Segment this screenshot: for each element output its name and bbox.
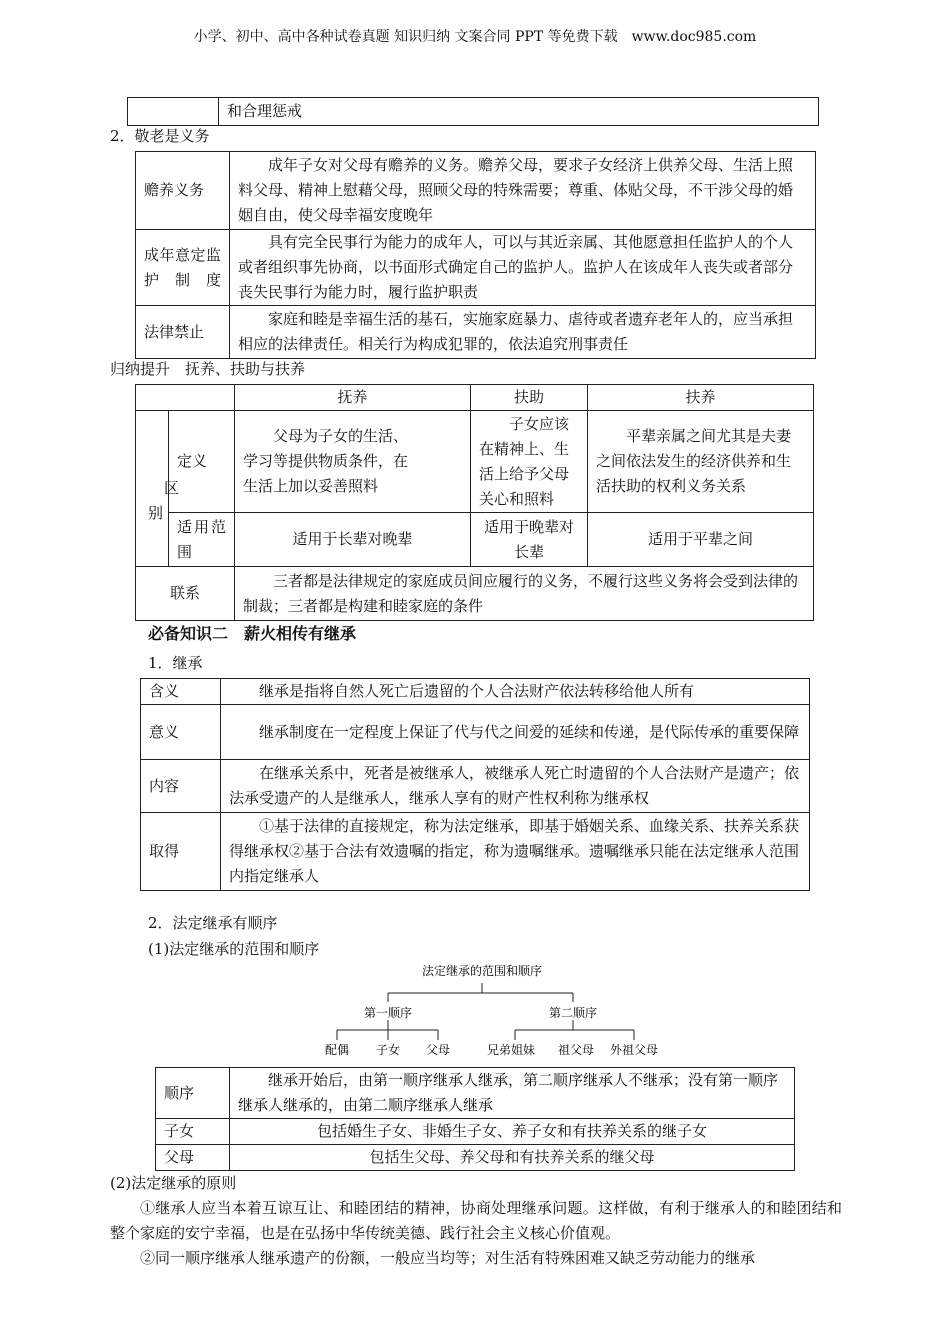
principles-text: ①继承人应当本着互谅互让、和睦团结的精神，协商处理继承问题。这样做，有利于继承人的和睦团结和整个家庭的安宁幸福，也是在弘扬中华传统美德、践行社会主义核心价值观。 ②同一顺序继承人继承遗产的份额，一般应当均等；对生活有特殊困难又缺乏劳动能力的继承 xyxy=(110,1199,842,1267)
knowledge-heading: 必备知识二 薪火相传有继承 xyxy=(148,624,357,643)
summary-heading: 归纳提升 抚养、扶助与扶养 xyxy=(110,360,306,378)
svg-text:子女: 子女 xyxy=(375,1043,401,1057)
table-inheritance: 含义 继承是指将自然人死亡后遗留的个人合法财产依法转移给他人所有 意义 继承制度在一定程度上保证了代与代之间爱的延续和传递，是代际传承的重要保障 内容 在继承关系中，死者是被继承人，被继承人死亡时遗留的个人合法财产是遗产；依法承受遗产的人是继承人，继承人享有的财产性权利称为继承权 取得 ①基于法律的直接规定，称为法定继承，即基于婚姻关系、血缘关系、扶养关系获得继承权②基于合法有效遗嘱的指定，称为遗嘱继承。遗嘱继承只能在法定继承人范围内指定继承人 xyxy=(140,678,810,891)
svg-text:祖父母: 祖父母 xyxy=(557,1043,595,1057)
svg-text:父母: 父母 xyxy=(425,1043,451,1057)
table-elder-duty: 赡养义务 成年子女对父母有赡养的义务。赡养父母，要求子女经济上供养父母、生活上照料父母、精神上慰藉父母，照顾父母的特殊需要；尊重、体贴父母，不干涉父母的婚姻自由，使父母幸福安度晚年 成年意定监护制度 具有完全民事行为能力的成年人，可以与其近亲属、其他愿意担任监护人的个人或者组织事先协商，以书面形式确定自己的监护人。监护人在该成年人丧失或者部分丧失民事行为能力时，履行监护职责 法律禁止 家庭和睦是幸福生活的基石，实施家庭暴力、虐待或者遗弃老年人的，应当承担相应的法律责任。相关行为构成犯罪的，依法追究刑事责任 xyxy=(135,151,816,359)
cell: 和合理惩戒 xyxy=(219,98,819,126)
svg-text:配偶: 配偶 xyxy=(324,1043,350,1057)
subsection-heading: (2)法定继承的原则 xyxy=(110,1174,237,1192)
svg-text:兄弟姐妹: 兄弟姐妹 xyxy=(486,1043,536,1057)
table-order: 顺序 继承开始后，由第一顺序继承人继承，第二顺序继承人不继承；没有第一顺序继承人继承的，由第二顺序继承人继承 子女 包括婚生子女、非婚生子女、养子女和有扶养关系的继子女 父母 包括生父母、养父母和有扶养关系的继父母 xyxy=(155,1067,795,1171)
subsection-heading: (1)法定继承的范围和顺序 xyxy=(148,940,320,958)
svg-text:外祖父母: 外祖父母 xyxy=(609,1043,659,1057)
page-header: 小学、初中、高中各种试卷真题 知识归纳 文案合同 PPT 等免费下载 www.doc985.com xyxy=(193,29,757,45)
diagram-first-order: 第一顺序 xyxy=(363,1006,413,1020)
section-heading: 1．继承 xyxy=(148,654,203,672)
inheritance-order-diagram xyxy=(300,955,680,1065)
group-label: 区 别 xyxy=(136,411,169,567)
diagram-second-order: 第二顺序 xyxy=(548,1006,598,1020)
section-heading: 2．法定继承有顺序 xyxy=(148,914,278,932)
table-continuation xyxy=(127,97,819,126)
section-heading: 2．敬老是义务 xyxy=(110,127,210,145)
table-comparison: 抚养 扶助 扶养 区 别 定义 父母为子女的生活、学习等提供物质条件，在生活上加以妥善照料 子女应该在精神上、生活上给予父母关心和照料 平辈亲属之间尤其是夫妻之间依法发生的经济供养和生活扶助的权利义务关系 适用范围 适用于长辈对晚辈 适用于晚辈对长辈 适用于平辈之间 联系 三者都是法律规定的家庭成员间应履行的义务，不履行这些义务将会受到法律的制裁；三者都是构建和睦家庭的条件 xyxy=(135,384,814,621)
diagram-root: 法定继承的范围和顺序 xyxy=(421,964,543,978)
